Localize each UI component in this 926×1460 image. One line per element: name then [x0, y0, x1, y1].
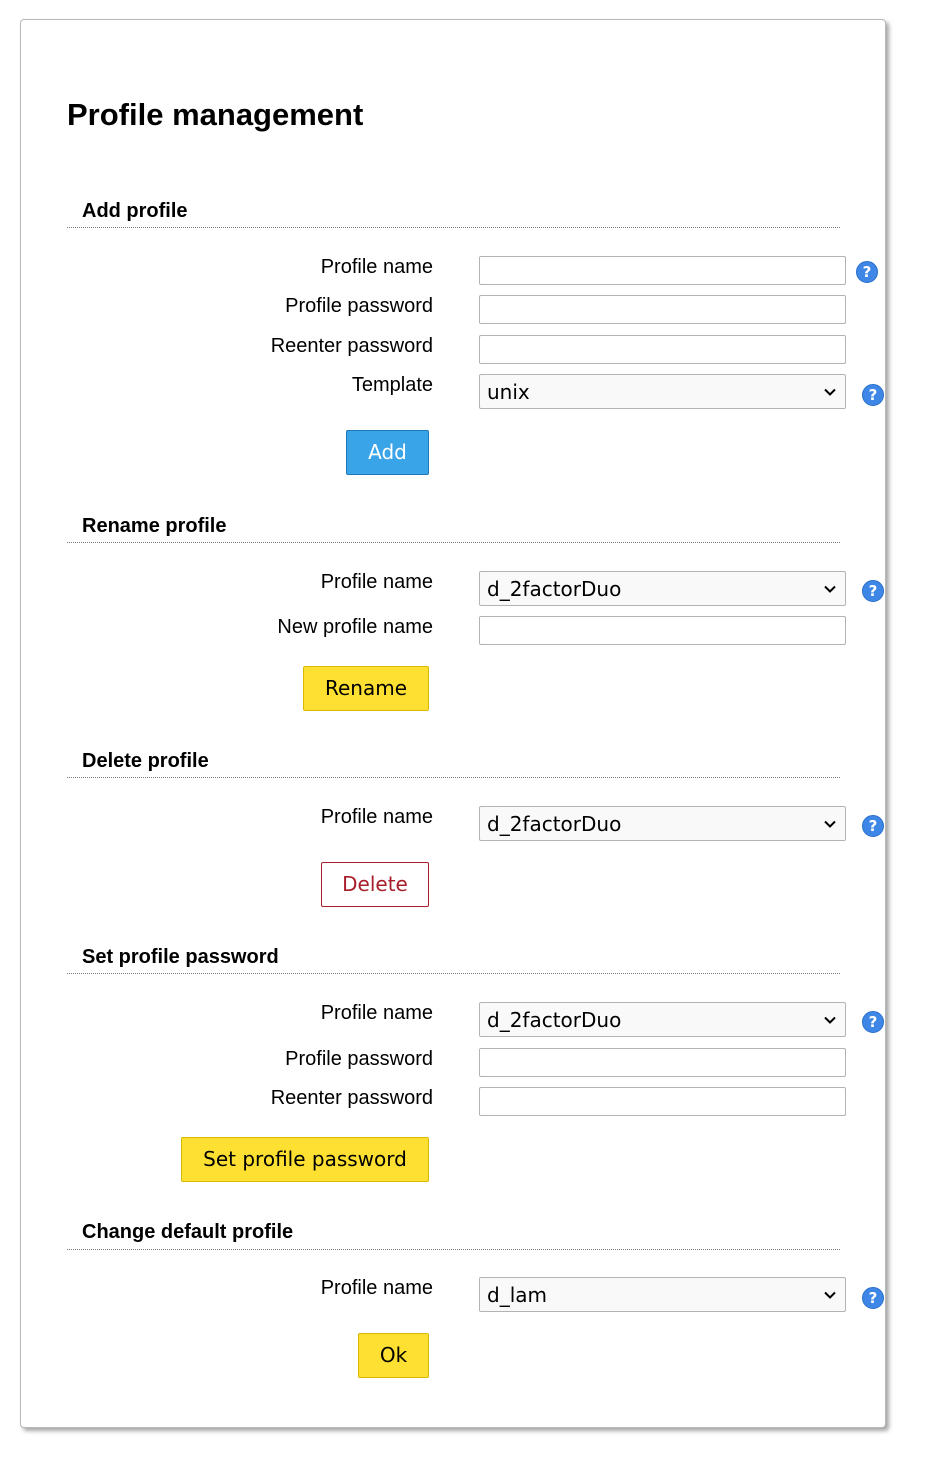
add-profile-heading: Add profile: [82, 200, 188, 222]
set-profile-password-heading: Set profile password: [82, 946, 279, 968]
chevron-down-icon: [823, 817, 837, 831]
section-divider: [67, 777, 840, 778]
profile-management-panel: [20, 19, 886, 1428]
default-profile-name-select[interactable]: [479, 1277, 846, 1312]
ok-button[interactable]: Ok: [358, 1333, 429, 1378]
template-select-value: unix: [487, 380, 530, 404]
delete-profile-name-select[interactable]: [479, 806, 846, 841]
add-button[interactable]: Add: [346, 430, 429, 475]
chevron-down-icon: [823, 582, 837, 596]
rename-button[interactable]: Rename: [303, 666, 429, 711]
help-icon[interactable]: ?: [862, 1011, 884, 1033]
set-profile-reenter-password-input[interactable]: [479, 1087, 846, 1116]
delete-button[interactable]: Delete: [321, 862, 429, 907]
chevron-down-icon: [823, 1013, 837, 1027]
page-title: Profile management: [67, 97, 364, 132]
add-profile-password-input[interactable]: [479, 295, 846, 324]
delete-profile-name-value: d_2factorDuo: [487, 812, 622, 836]
section-divider: [67, 227, 840, 228]
add-profile-reenter-password-input[interactable]: [479, 335, 846, 364]
set-password-profile-name-select[interactable]: [479, 1002, 846, 1037]
new-profile-name-label: New profile name: [277, 616, 433, 638]
template-select[interactable]: [479, 374, 846, 409]
profile-name-label: Profile name: [320, 256, 433, 278]
profile-name-label: Profile name: [320, 1002, 433, 1024]
template-label: Template: [351, 374, 433, 396]
default-profile-name-value: d_lam: [487, 1283, 547, 1307]
reenter-password-label: Reenter password: [270, 1087, 433, 1109]
chevron-down-icon: [823, 1288, 837, 1302]
chevron-down-icon: [823, 385, 837, 399]
set-profile-password-input[interactable]: [479, 1048, 846, 1077]
reenter-password-label: Reenter password: [270, 335, 433, 357]
rename-profile-heading: Rename profile: [82, 515, 227, 537]
rename-profile-name-value: d_2factorDuo: [487, 577, 622, 601]
help-icon[interactable]: ?: [862, 1287, 884, 1309]
delete-profile-heading: Delete profile: [82, 750, 209, 772]
section-divider: [67, 973, 840, 974]
section-divider: [67, 542, 840, 543]
profile-name-label: Profile name: [320, 1277, 433, 1299]
add-profile-name-input[interactable]: [479, 256, 846, 285]
profile-password-label: Profile password: [285, 295, 433, 317]
change-default-profile-heading: Change default profile: [82, 1221, 294, 1243]
new-profile-name-input[interactable]: [479, 616, 846, 645]
profile-password-label: Profile password: [285, 1048, 433, 1070]
set-profile-password-button[interactable]: Set profile password: [181, 1137, 429, 1182]
help-icon[interactable]: ?: [856, 261, 878, 283]
profile-name-label: Profile name: [320, 806, 433, 828]
help-icon[interactable]: ?: [862, 384, 884, 406]
help-icon[interactable]: ?: [862, 815, 884, 837]
profile-name-label: Profile name: [320, 571, 433, 593]
help-icon[interactable]: ?: [862, 580, 884, 602]
set-password-profile-name-value: d_2factorDuo: [487, 1008, 622, 1032]
rename-profile-name-select[interactable]: [479, 571, 846, 606]
section-divider: [67, 1249, 840, 1250]
